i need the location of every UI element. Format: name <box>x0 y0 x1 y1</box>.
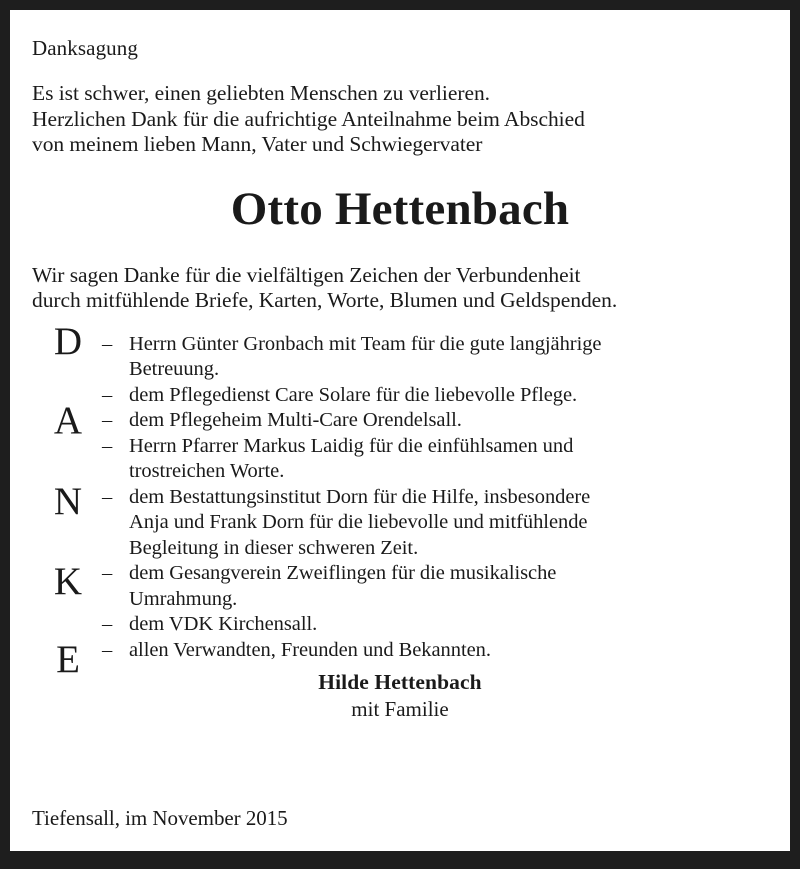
dash-bullet-icon: – <box>102 434 113 457</box>
acrostic-letter-k: K <box>53 559 83 603</box>
list-item <box>102 383 768 409</box>
list-item <box>102 408 768 434</box>
list-item-line: Herrn Günter Gronbach mit Team für die gute langjährige <box>129 332 602 355</box>
list-item-line: Betreuung. <box>129 358 220 380</box>
list-item-line: Begleitung in dieser schweren Zeit. <box>129 536 419 559</box>
acrostic-letter-a: A <box>53 398 83 442</box>
place-and-date: Tiefensall, im November 2015 <box>32 806 288 830</box>
list-item-line: Umrahmung. <box>129 587 238 610</box>
list-item-line: dem Pflegedienst Care Solare für die liebevolle Pflege. <box>129 383 578 406</box>
acrostic-letter-e: E <box>56 637 80 681</box>
dash-bullet-icon: – <box>102 638 113 661</box>
intro-line: von meinem lieben Mann, Vater und Schwiegervater <box>32 132 483 156</box>
thanks-line: durch mitfühlende Briefe, Karten, Worte, Blumen und Geldspenden. <box>32 288 618 312</box>
notice-kicker: Danksagung <box>32 36 138 60</box>
list-item-line: dem Pflegeheim Multi-Care Orendelsall. <box>129 409 462 431</box>
list-item <box>102 638 768 664</box>
list-item-line: Herrn Pfarrer Markus Laidig für die einfühlsamen und <box>129 434 574 457</box>
dash-bullet-icon: – <box>102 332 113 355</box>
danke-acrostic-block <box>32 314 768 681</box>
list-item-line: dem Gesangverein Zweiflingen für die musikalische <box>129 562 557 584</box>
intro-line: Herzlichen Dank für die aufrichtige Anteilnahme beim Abschied <box>32 106 585 131</box>
thanks-paragraph <box>32 233 768 314</box>
acrostic-letter-n: N <box>53 479 83 523</box>
list-item <box>102 561 768 612</box>
list-item <box>102 612 768 638</box>
signature-block <box>32 666 768 723</box>
dash-bullet-icon: – <box>102 409 113 431</box>
deceased-name: Otto Hettenbach <box>230 182 570 235</box>
list-item-line: dem Bestattungsinstitut Dorn für die Hilfe, insbesondere <box>129 485 591 508</box>
dash-bullet-icon: – <box>102 383 113 406</box>
list-item-line: trostreichen Worte. <box>129 460 285 482</box>
list-item-line: Anja und Frank Dorn für die liebevolle und mitfühlende <box>129 511 588 533</box>
dash-bullet-icon: – <box>102 562 113 584</box>
thanks-line: Wir sagen Danke für die vielfältigen Zeichen der Verbundenheit <box>32 262 581 287</box>
obituary-card <box>10 10 790 851</box>
signature-subtitle: mit Familie <box>351 696 449 721</box>
acrostic-letter-d: D <box>53 319 83 363</box>
intro-line: Es ist schwer, einen geliebten Menschen zu verlieren. <box>32 81 490 105</box>
list-item-line: allen Verwandten, Freunden und Bekannten. <box>129 638 491 661</box>
thank-you-list <box>102 332 768 664</box>
intro-paragraph <box>32 59 768 158</box>
signature-name: Hilde Hettenbach <box>318 669 482 694</box>
list-item <box>102 434 768 485</box>
dash-bullet-icon: – <box>102 485 113 508</box>
obituary-content <box>10 10 790 851</box>
list-item <box>102 485 768 562</box>
list-item-line: dem VDK Kirchensall. <box>129 613 318 635</box>
dash-bullet-icon: – <box>102 613 113 635</box>
list-item <box>102 332 768 383</box>
